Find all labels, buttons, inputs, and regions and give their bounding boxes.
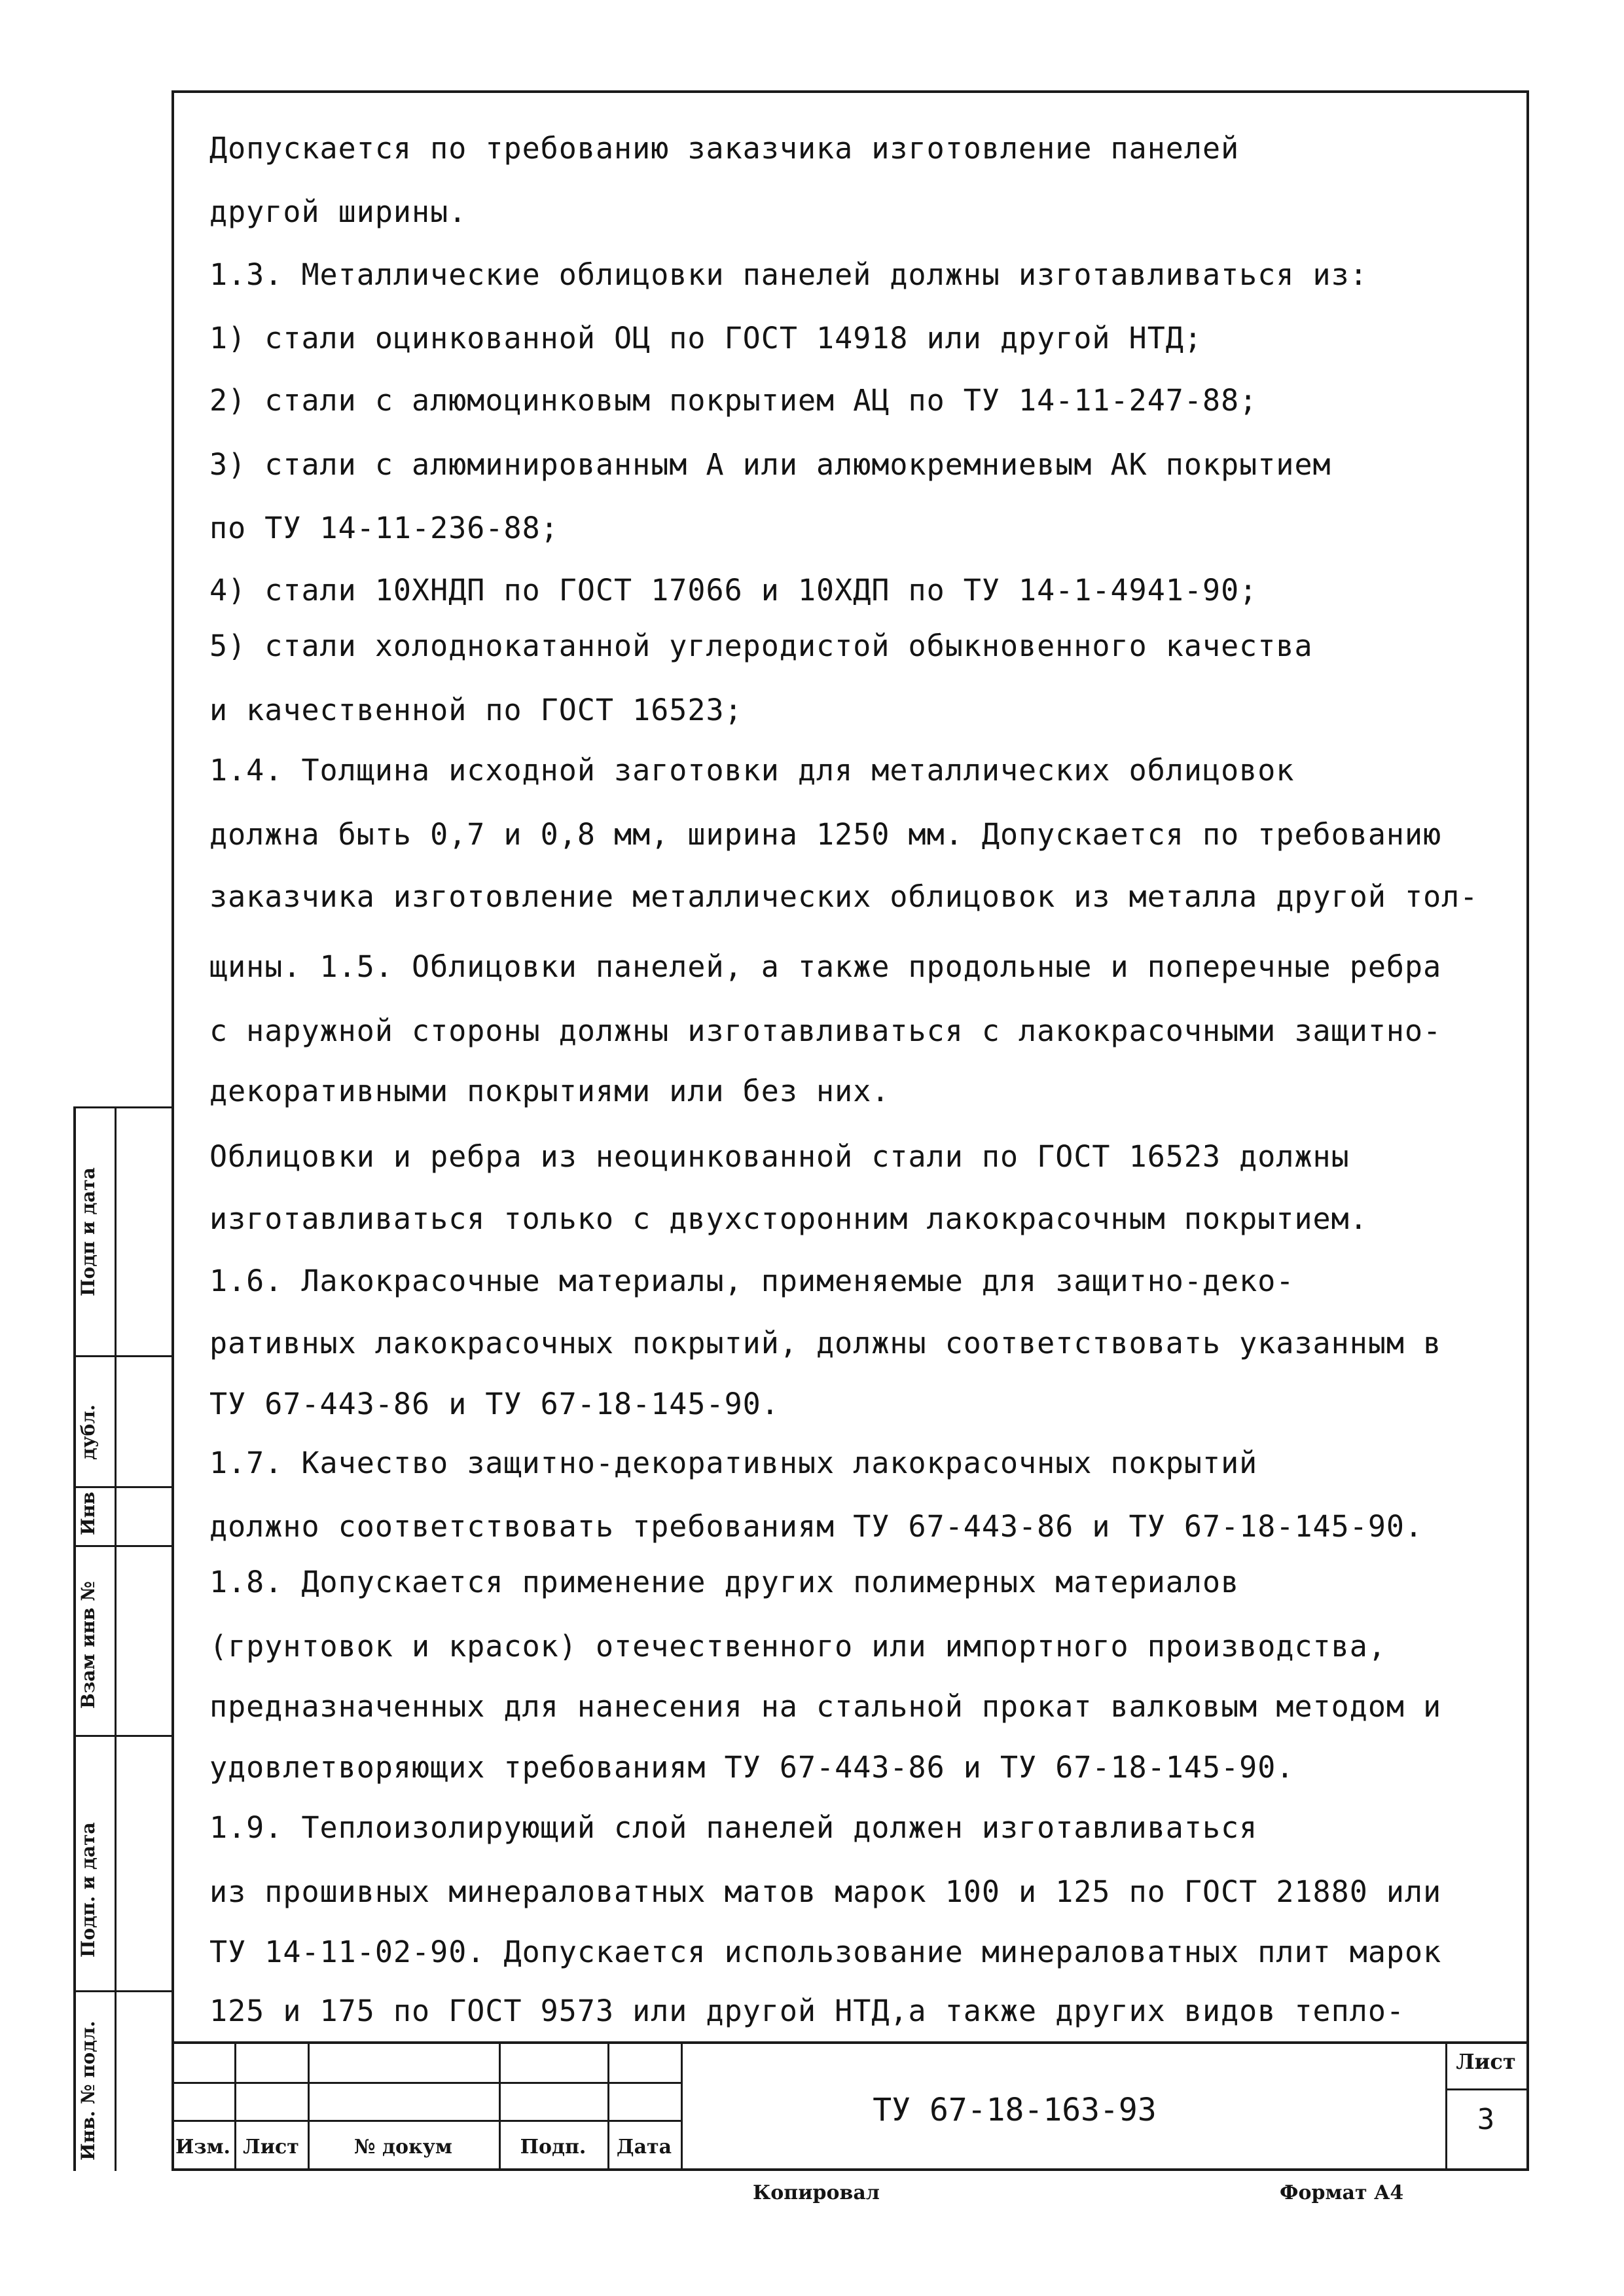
text-line: 1) стали оцинкованной ОЦ по ГОСТ 14918 или другой НТД;	[209, 321, 1202, 355]
text-line: 2) стали с алюмоцинковым покрытием АЦ по ТУ 14-11-247-88;	[209, 383, 1258, 418]
text-line: щины. 1.5. Облицовки панелей, а также продольные и поперечные ребра	[209, 949, 1442, 984]
text-line: предназначенных для нанесения на стальной прокат валковым методом и	[209, 1689, 1442, 1724]
text-line: должна быть 0,7 и 0,8 мм, ширина 1250 мм. Допускается по требованию	[209, 817, 1442, 852]
side-label-sign-date: Подп и дата	[77, 1167, 99, 1296]
side-label-sign-date-2: Подп. и дата	[77, 1822, 99, 1958]
text-line: 4) стали 10ХНДП по ГОСТ 17066 и 10ХДП по ТУ 14-1-4941-90;	[209, 573, 1258, 608]
text-line: ТУ 14-11-02-90. Допускается использование минераловатных плит марок	[209, 1935, 1442, 1969]
footer-format: Формат А4	[1280, 2181, 1404, 2204]
text-line: должно соответствовать требованиям ТУ 67-443-86 и ТУ 67-18-145-90.	[209, 1509, 1424, 1544]
text-line: 1.6. Лакокрасочные материалы, применяемые для защитно-деко-	[209, 1264, 1295, 1298]
text-line: 125 и 175 по ГОСТ 9573 или другой НТД,а также других видов тепло-	[209, 1994, 1405, 2028]
header-doc-number: № докум	[354, 2136, 452, 2159]
side-label-inventory: Инв	[77, 1491, 99, 1535]
side-label-original-inventory: Инв. № подл.	[77, 2020, 99, 2160]
footer-copied: Копировал	[753, 2181, 880, 2204]
text-line: удовлетворяющих требованиям ТУ 67-443-86 и ТУ 67-18-145-90.	[209, 1750, 1295, 1785]
text-line: ТУ 67-443-86 и ТУ 67-18-145-90.	[209, 1387, 780, 1421]
title-block-rule	[171, 2120, 681, 2122]
side-stamp-rule	[73, 1735, 171, 1737]
title-block-rule	[171, 2082, 681, 2084]
text-line: (грунтовок и красок) отечественного или импортного производства,	[209, 1629, 1386, 1664]
text-line: по ТУ 14-11-236-88;	[209, 511, 559, 545]
text-line: 1.7. Качество защитно-декоративных лакокрасочных покрытий	[209, 1446, 1258, 1480]
text-line: и качественной по ГОСТ 16523;	[209, 693, 743, 727]
header-change: Изм.	[175, 2136, 230, 2159]
text-line: 5) стали холоднокатанной углеродистой обыкновенного качества	[209, 629, 1313, 663]
text-line: заказчика изготовление металлических облицовок из металла другой тол-	[209, 879, 1479, 914]
text-line: декоративными покрытиями или без них.	[209, 1074, 890, 1108]
side-stamp-rule	[73, 1355, 171, 1357]
text-line: 1.9. Теплоизолирующий слой панелей должен изготавливаться	[209, 1810, 1258, 1845]
side-stamp-rule	[73, 1106, 171, 1108]
side-label-duplicate: дубл.	[77, 1404, 99, 1460]
sheet-label: Лист	[1456, 2049, 1516, 2074]
side-stamp-divider	[115, 1106, 117, 2171]
header-date: Дата	[616, 2136, 672, 2159]
text-line: другой ширины.	[209, 194, 467, 229]
side-label-replace-inventory: Взам инв №	[77, 1581, 99, 1709]
text-line: 1.4. Толщина исходной заготовки для металлических облицовок	[209, 753, 1295, 788]
document-number: ТУ 67-18-163-93	[873, 2092, 1157, 2128]
text-line: 1.3. Металлические облицовки панелей должны изготавливаться из:	[209, 257, 1368, 292]
side-stamp-rule	[73, 1545, 171, 1547]
sheet-number: 3	[1477, 2103, 1495, 2136]
text-line: изготавливаться только с двухсторонним лакокрасочным покрытием.	[209, 1201, 1368, 1236]
text-line: 1.8. Допускается применение других полимерных материалов	[209, 1565, 1240, 1599]
text-line: с наружной стороны должны изготавливаться с лакокрасочными защитно-	[209, 1013, 1442, 1048]
side-stamp-rule	[73, 1486, 171, 1488]
text-line: из прошивных минераловатных матов марок 100 и 125 по ГОСТ 21880 или	[209, 1874, 1442, 1909]
text-line: Допускается по требованию заказчика изготовление панелей	[209, 131, 1240, 166]
title-block-rule	[1445, 2088, 1529, 2090]
text-line: ративных лакокрасочных покрытий, должны соответствовать указанным в	[209, 1326, 1442, 1360]
header-sheet: Лист	[243, 2136, 299, 2159]
title-block-rule	[681, 2041, 683, 2171]
header-signature: Подп.	[520, 2136, 586, 2159]
side-stamp-rule	[73, 1990, 171, 1992]
text-line: 3) стали с алюминированным А или алюмокремниевым АК покрытием	[209, 447, 1331, 482]
text-line: Облицовки и ребра из неоцинкованной стали по ГОСТ 16523 должны	[209, 1139, 1350, 1174]
